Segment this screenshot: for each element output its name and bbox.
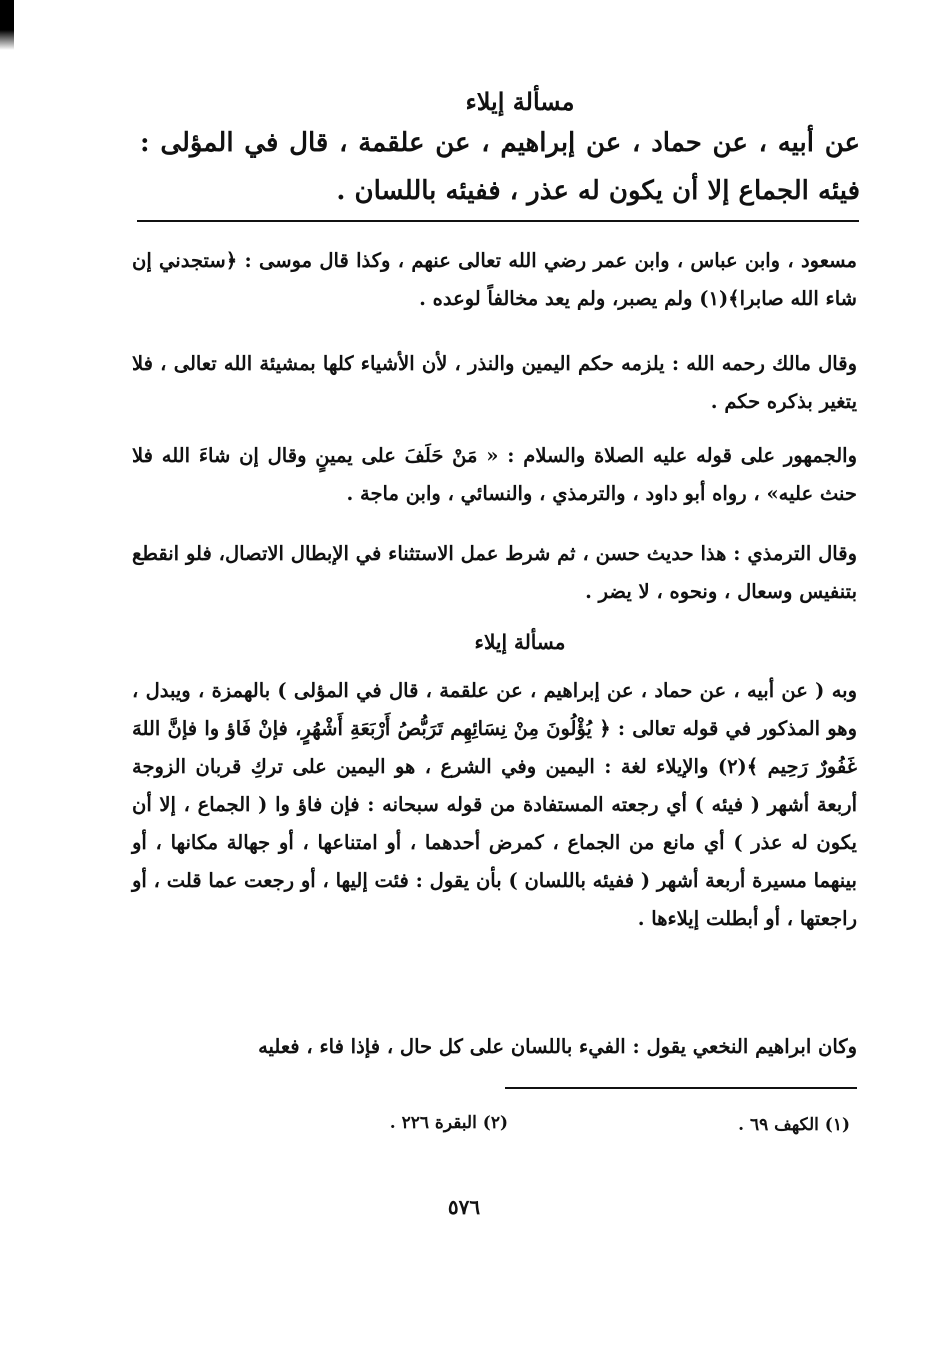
commentary-paragraph-6: وكان ابراهيم النخعي يقول : الفيء باللسان على كل حال ، فإذا فاء ، فعليه (258, 1035, 857, 1058)
commentary-paragraph-5: وبه ( عن أبيه ، عن حماد ، عن إبراهيم ، عن علقمة ، قال في المؤلى ) بالهمزة ، ويبدل ، وهو المذكور في قوله تعالى : ﴿ يُؤْلُونَ مِنْ نِسَائِهِم تَرَبُّصُ أَرْبَعَةِ أَشْهُرٍ، فإنْ فَاؤ وا فإنَّ اللهَ غَفُورٌ رَحِيم ﴾(٢) والإيلاء لغة : اليمين وفي الشرع ، هو اليمين على تركِ قربان الزوجة أربعة أشهر ( فيئه ) أي رجعته المستفادة من قوله سبحانه : فإن فاؤ وا ( الجماع ، إلا أن يكون له عذر ) أي مانع من الجماع ، كمرض أحدهما ، أو امتناعها ، أو جهالة مكانها ، أو بينهما مسيرة أربعة أشهر ( ففيئه باللسان ) بأن يقول : فئت إليها ، أو رجعت عما قلت ، أو راجعتها ، أو أبطلت إيلاءها . (131, 679, 857, 930)
scan-corner-mark (0, 0, 14, 50)
commentary-paragraph-3: والجمهور على قوله عليه الصلاة والسلام : « مَنْ حَلَفَ على يمينٍ وقال إن شاءَ الله فلا حنث عليه» ، رواه أبو داود ، والترمذي ، والنسائي ، وابن ماجة . (132, 444, 857, 505)
main-text-divider (137, 220, 859, 222)
commentary-paragraph-4: وقال الترمذي : هذا حديث حسن ، ثم شرط عمل الاستثناء في الإبطال الاتصال، فلو انقطع بتنفيس وسعال ، ونحوه ، لا يضر . (132, 542, 857, 603)
section-title: مسألة إيلاء (465, 87, 575, 116)
commentary-paragraph-1: مسعود ، وابن عباس ، وابن عمر رضي الله تعالى عنهم ، وكذا قال موسى : ﴿ستجدني إن شاء الله صابرا﴾(١) ولم يصبر، ولم يعد مخالفاً لوعده . (132, 249, 857, 310)
commentary-paragraph-2: وقال مالك رحمه الله : يلزمه حكم اليمين والنذر ، لأن الأشياء كلها بمشيئة الله تعالى ، فلا يتغير بذكره حكم . (132, 352, 857, 413)
main-text: عن أبيه ، عن حماد ، عن إبراهيم ، عن علقمة ، قال في المؤلى : فيئه الجماع إلا أن يكون له عذر ، ففيئه باللسان . (140, 128, 860, 206)
commentary-section-title: مسألة إيلاء (474, 630, 566, 654)
page-number: ٥٧٦ (447, 1195, 481, 1219)
footnote-1: (١) الكهف ٦٩ . (738, 1115, 850, 1135)
footnote-2: (٢) البقرة ٢٢٦ . (389, 1113, 508, 1133)
footnote-divider (505, 1087, 857, 1089)
